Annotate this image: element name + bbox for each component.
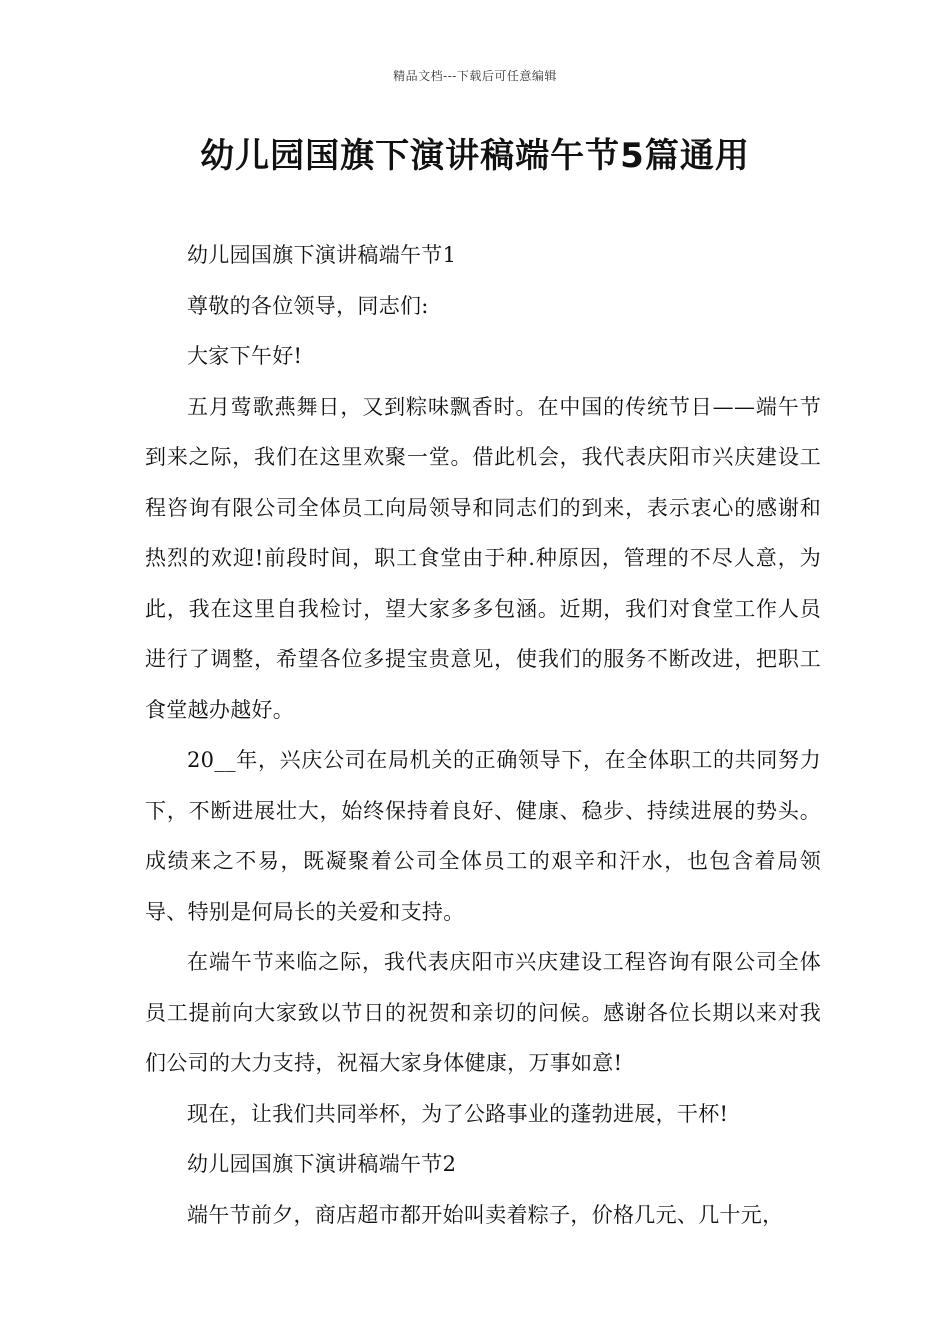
header-note: 精品文档---下载后可任意编辑 xyxy=(393,69,557,83)
paragraph: 20__年，兴庆公司在局机关的正确领导下，在全体职工的共同努力下，不断进展壮大，始终保持着良好、健康、稳步、持续进展的势头。成绩来之不易，既凝聚着公司全体员工的艰辛和汗水，也包含着局领导、特别是何局长的关爱和支持。 xyxy=(145,748,821,924)
document-title: 幼儿园国旗下演讲稿端午节5篇通用 xyxy=(200,136,750,176)
salutation: 尊敬的各位领导，同志们: xyxy=(187,293,429,318)
paragraph: 现在，让我们共同举杯，为了公路事业的蓬勃进展，干杯! xyxy=(187,1101,729,1126)
section-heading-1: 幼儿园国旗下演讲稿端午节1 xyxy=(187,243,457,267)
document-body xyxy=(145,230,821,1240)
paragraph: 五月莺歌燕舞日，又到粽味飘香时。在中国的传统节日——端午节到来之际，我们在这里欢聚一堂。借此机会，我代表庆阳市兴庆建设工程咨询有限公司全体员工向局领导和同志们的到来，表示衷心的感谢和热烈的欢迎!前段时间，职工食堂由于种.种原因，管理的不尽人意，为此，我在这里自我检讨，望大家多多包涵。近期，我们对食堂工作人员进行了调整，希望各位多提宝贵意见，使我们的服务不断改进，把职工食堂越办越好。 xyxy=(145,394,821,722)
paragraph: 在端午节来临之际，我代表庆阳市兴庆建设工程咨询有限公司全体员工提前向大家致以节日的祝贺和亲切的问候。感谢各位长期以来对我们公司的大力支持，祝福大家身体健康，万事如意! xyxy=(145,950,821,1075)
greeting: 大家下午好! xyxy=(187,344,303,368)
paragraph: 端午节前夕，商店超市都开始叫卖着粽子，价格几元、几十元， xyxy=(187,1202,784,1227)
section-heading-2: 幼儿园国旗下演讲稿端午节2 xyxy=(187,1152,457,1176)
